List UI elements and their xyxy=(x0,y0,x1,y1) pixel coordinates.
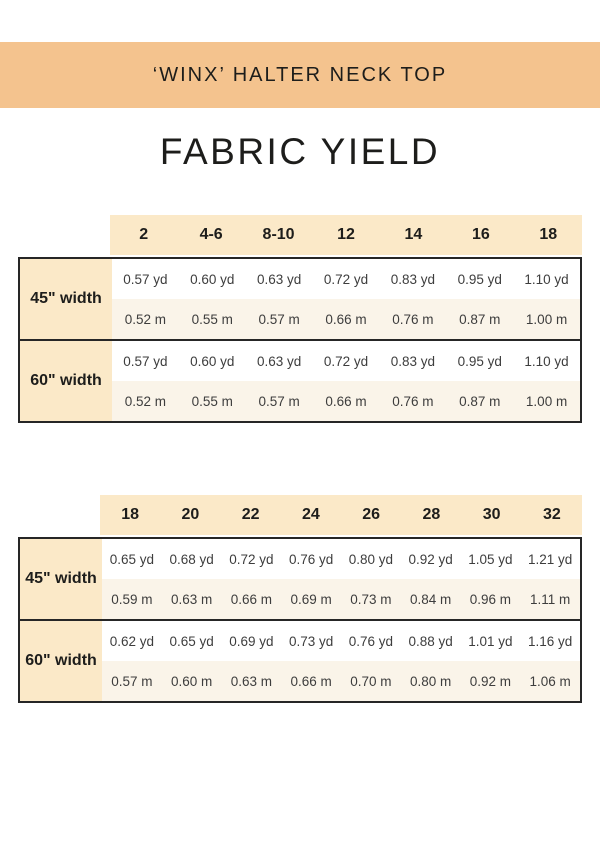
width-section xyxy=(20,539,580,619)
yield-cell-yd: 0.80 yd xyxy=(348,551,394,567)
yield-cell-yd: 1.10 yd xyxy=(524,353,569,369)
size-header-cell: 30 xyxy=(462,495,522,535)
yield-cell-m: 0.66 m xyxy=(281,661,341,701)
yield-cell-m: 1.00 m xyxy=(513,381,580,421)
yield-cell-m: 0.84 m xyxy=(401,579,461,619)
table-body xyxy=(18,537,582,703)
yield-cell-m: 0.87 m xyxy=(446,299,513,339)
yield-cell-yd: 0.73 yd xyxy=(288,633,334,649)
yield-cell-yd: 0.92 yd xyxy=(408,551,453,567)
width-section xyxy=(20,259,580,339)
yield-cell-yd: 0.57 yd xyxy=(123,271,168,287)
yield-cell-yd: 1.05 yd xyxy=(468,551,513,567)
size-header-cell: 22 xyxy=(221,495,281,535)
yield-cell-m: 0.76 m xyxy=(379,299,446,339)
yield-cell-yd: 1.16 yd xyxy=(527,633,573,649)
yield-cell-m: 0.66 m xyxy=(222,579,282,619)
size-header-cell: 24 xyxy=(281,495,341,535)
yield-cell-yd: 1.01 yd xyxy=(468,633,513,649)
yield-cell-m: 0.52 m xyxy=(112,381,179,421)
yield-cell-yd: 0.65 yd xyxy=(169,633,214,649)
yield-cell-yd: 0.95 yd xyxy=(457,353,502,369)
width-label: 60" width xyxy=(20,341,112,421)
yield-cell-m: 0.92 m xyxy=(461,661,521,701)
yield-cell-yd: 1.10 yd xyxy=(524,271,569,287)
yield-cell-yd: 0.83 yd xyxy=(390,353,435,369)
yield-cell-m: 0.76 m xyxy=(379,381,446,421)
yield-cell-m: 0.52 m xyxy=(112,299,179,339)
yield-cell-m: 0.63 m xyxy=(162,579,222,619)
width-section xyxy=(20,339,580,421)
yield-cell-yd: 1.21 yd xyxy=(527,551,573,567)
size-header-cell: 20 xyxy=(160,495,220,535)
yield-cell-m: 0.57 m xyxy=(102,661,162,701)
yield-cell-yd: 0.83 yd xyxy=(390,271,435,287)
yield-cell-m: 0.57 m xyxy=(246,381,313,421)
yield-cell-m: 0.59 m xyxy=(102,579,162,619)
yield-cell-m: 0.69 m xyxy=(281,579,341,619)
table-body xyxy=(18,257,582,423)
size-header-cell: 8-10 xyxy=(245,215,312,255)
yield-cell-m: 1.06 m xyxy=(520,661,580,701)
table-corner-cell xyxy=(18,215,110,255)
size-header-cell: 12 xyxy=(312,215,379,255)
yield-cell-m: 0.66 m xyxy=(313,299,380,339)
yield-cell-yd: 0.76 yd xyxy=(348,633,394,649)
yield-cell-yd: 0.68 yd xyxy=(169,551,214,567)
yield-cell-m: 0.55 m xyxy=(179,381,246,421)
yield-cell-m: 1.11 m xyxy=(520,579,580,619)
pattern-title: ‘WINX’ HALTER NECK TOP xyxy=(152,63,448,86)
yield-cell-m: 0.96 m xyxy=(461,579,521,619)
page xyxy=(0,42,600,842)
yield-cell-m: 0.66 m xyxy=(313,381,380,421)
size-header-row xyxy=(18,215,582,255)
yield-cell-m: 0.73 m xyxy=(341,579,401,619)
size-header-cell: 18 xyxy=(100,495,160,535)
yield-cell-yd: 0.65 yd xyxy=(109,551,155,567)
width-label: 45" width xyxy=(20,539,102,619)
yield-cell-yd: 0.76 yd xyxy=(288,551,334,567)
size-header-cell: 16 xyxy=(447,215,514,255)
size-header-row xyxy=(18,495,582,535)
yield-table-sizes-18-32 xyxy=(18,495,582,703)
yield-cell-m: 0.55 m xyxy=(179,299,246,339)
yield-cell-yd: 0.60 yd xyxy=(190,353,235,369)
width-section xyxy=(20,619,580,701)
yield-cell-yd: 0.72 yd xyxy=(229,551,274,567)
yield-cell-m: 0.70 m xyxy=(341,661,401,701)
size-header-cell: 28 xyxy=(401,495,461,535)
size-header-cell: 26 xyxy=(341,495,401,535)
yield-cell-m: 0.80 m xyxy=(401,661,461,701)
yield-cell-yd: 0.63 yd xyxy=(256,271,302,287)
size-header-cell: 2 xyxy=(110,215,177,255)
yield-cell-yd: 0.57 yd xyxy=(123,353,168,369)
size-header-cell: 18 xyxy=(515,215,582,255)
yield-cell-yd: 0.95 yd xyxy=(457,271,502,287)
yield-cell-m: 0.87 m xyxy=(446,381,513,421)
pattern-title-band xyxy=(0,42,600,108)
yield-cell-yd: 0.72 yd xyxy=(323,353,369,369)
yield-cell-yd: 0.60 yd xyxy=(190,271,235,287)
yield-cell-m: 0.60 m xyxy=(162,661,222,701)
page-title: FABRIC YIELD xyxy=(159,131,441,172)
size-header-cell: 4-6 xyxy=(177,215,244,255)
yield-cell-yd: 0.72 yd xyxy=(323,271,369,287)
yield-cell-m: 0.57 m xyxy=(246,299,313,339)
yield-cell-yd: 0.62 yd xyxy=(109,633,155,649)
width-label: 45" width xyxy=(20,259,112,339)
yield-table-sizes-2-18 xyxy=(18,215,582,423)
table-corner-cell xyxy=(18,495,100,535)
size-header-cell: 32 xyxy=(522,495,582,535)
yield-cell-yd: 0.69 yd xyxy=(229,633,274,649)
yield-cell-yd: 0.88 yd xyxy=(408,633,453,649)
width-label: 60" width xyxy=(20,621,102,701)
yield-cell-yd: 0.63 yd xyxy=(256,353,302,369)
yield-cell-m: 0.63 m xyxy=(222,661,282,701)
yield-cell-m: 1.00 m xyxy=(513,299,580,339)
size-header-cell: 14 xyxy=(380,215,447,255)
